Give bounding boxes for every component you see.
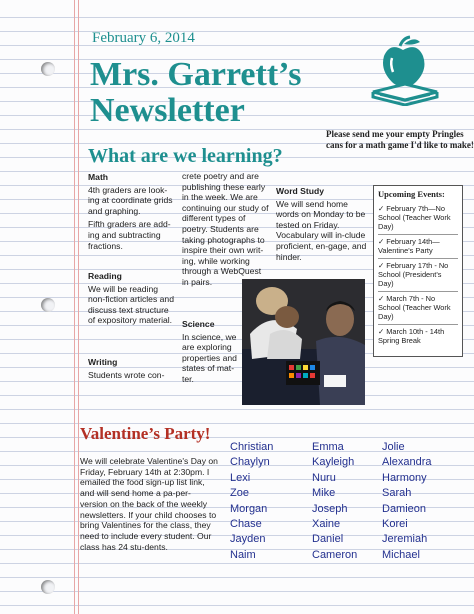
checkmark-icon: ✓ (378, 261, 387, 270)
student-name: Harmony (382, 471, 427, 484)
student-name: Jolie (382, 441, 405, 453)
math-section (88, 172, 176, 254)
writing-section (88, 357, 176, 383)
student-name: Kayleigh (312, 456, 355, 469)
science-text: In science, we are exploring properties and states of mat-ter. (182, 331, 237, 384)
newsletter-date: February 6, 2014 (92, 30, 195, 46)
margin-line-right (78, 0, 79, 614)
newsletter-title-line2: Newsletter (90, 92, 245, 129)
student-name: Lexi (230, 471, 251, 484)
checkmark-icon: ✓ (378, 294, 387, 303)
binder-hole (41, 298, 55, 312)
valentines-heading: Valentine’s Party! (80, 424, 211, 443)
student-name: Emma (312, 441, 344, 453)
student-name: Christian (230, 441, 274, 453)
writing-heading: Writing (88, 357, 118, 367)
science-heading: Science (182, 319, 215, 329)
student-name: Damieon (382, 502, 427, 515)
binder-hole (41, 580, 55, 594)
science-section (182, 319, 240, 388)
word-study-text: We will send home words on Monday to be tested on Friday. Vocabulary will in-clude proficient, en-gage, and hinder. (276, 198, 367, 262)
upcoming-events-box (373, 185, 463, 357)
reading-section (88, 271, 176, 329)
classroom-photo (242, 279, 365, 405)
student-name: Korei (382, 518, 408, 530)
newsletter-title-line1: Mrs. Garrett’s (90, 56, 302, 93)
event-item: ✓ March 7th - No School (Teacher Work Day) (378, 292, 458, 325)
writing-continued (182, 171, 270, 291)
binder-hole (41, 62, 55, 76)
word-study-section (276, 186, 368, 265)
student-name: Daniel (312, 533, 344, 546)
math-heading: Math (88, 172, 109, 182)
student-name: Joseph (312, 502, 348, 515)
checkmark-icon: ✓ (378, 237, 387, 246)
student-name: Alexandra (382, 456, 432, 469)
student-name: Xaine (312, 518, 341, 530)
checkmark-icon: ✓ (378, 327, 387, 336)
writing-text-start: Students wrote con- (88, 369, 165, 380)
apple-on-book-icon (370, 34, 440, 106)
student-name: Michael (382, 548, 420, 561)
math-text-4th: 4th graders are look-ing at coordinate grids and graphing. (88, 184, 173, 216)
checkmark-icon: ✓ (378, 204, 387, 213)
reading-text: We will be reading non-fiction articles and discuss text structure of expository material. (88, 283, 174, 326)
word-study-heading: Word Study (276, 186, 325, 196)
student-name: Morgan (230, 502, 268, 515)
margin-line-left (74, 0, 75, 614)
student-name: Cameron (312, 548, 358, 561)
student-name: Nuru (312, 471, 336, 484)
events-heading: Upcoming Events: (378, 189, 445, 199)
student-name: Naim (230, 548, 256, 561)
student-name: Mike (312, 487, 336, 500)
student-name: Jeremiah (382, 533, 428, 546)
event-item: ✓ February 14th—Valentine's Party (378, 235, 458, 259)
student-name: Chase (230, 518, 262, 530)
pringles-note: Please send me your empty Pringles cans for a math game I'd like to make! (326, 129, 474, 150)
event-item: ✓ February 7th—No School (Teacher Work Day) (378, 202, 458, 235)
student-name: Jayden (230, 533, 266, 546)
valentines-text: We will celebrate Valentine's Day on Friday, February 14th at 2:30pm. I emailed the food sign-up list link, and will send home a pa-per-version on the back of the weekly newsletters. If your child chooses to bring Valentines for the class, they need to include every student. Our class has 24 stu-dents. (80, 456, 218, 552)
student-name: Chaylyn (230, 456, 270, 469)
event-item: ✓ February 17th - No School (President's Day) (378, 259, 458, 292)
math-text-5th: Fifth graders are add-ing and subtracting fractions. (88, 219, 171, 251)
reading-heading: Reading (88, 271, 122, 281)
student-name: Zoe (230, 487, 249, 500)
learning-heading: What are we learning? (88, 145, 283, 167)
writing-text-continued: crete poetry and are publishing these early in the week. We are continuing our study of different types of poetry. Students are taking photographs to inspire their own writ-ing, while working through a WebQuest in pairs. (182, 171, 269, 287)
student-name: Sarah (382, 487, 412, 500)
event-item: ✓ March 10th - 14th Spring Break (378, 327, 445, 345)
